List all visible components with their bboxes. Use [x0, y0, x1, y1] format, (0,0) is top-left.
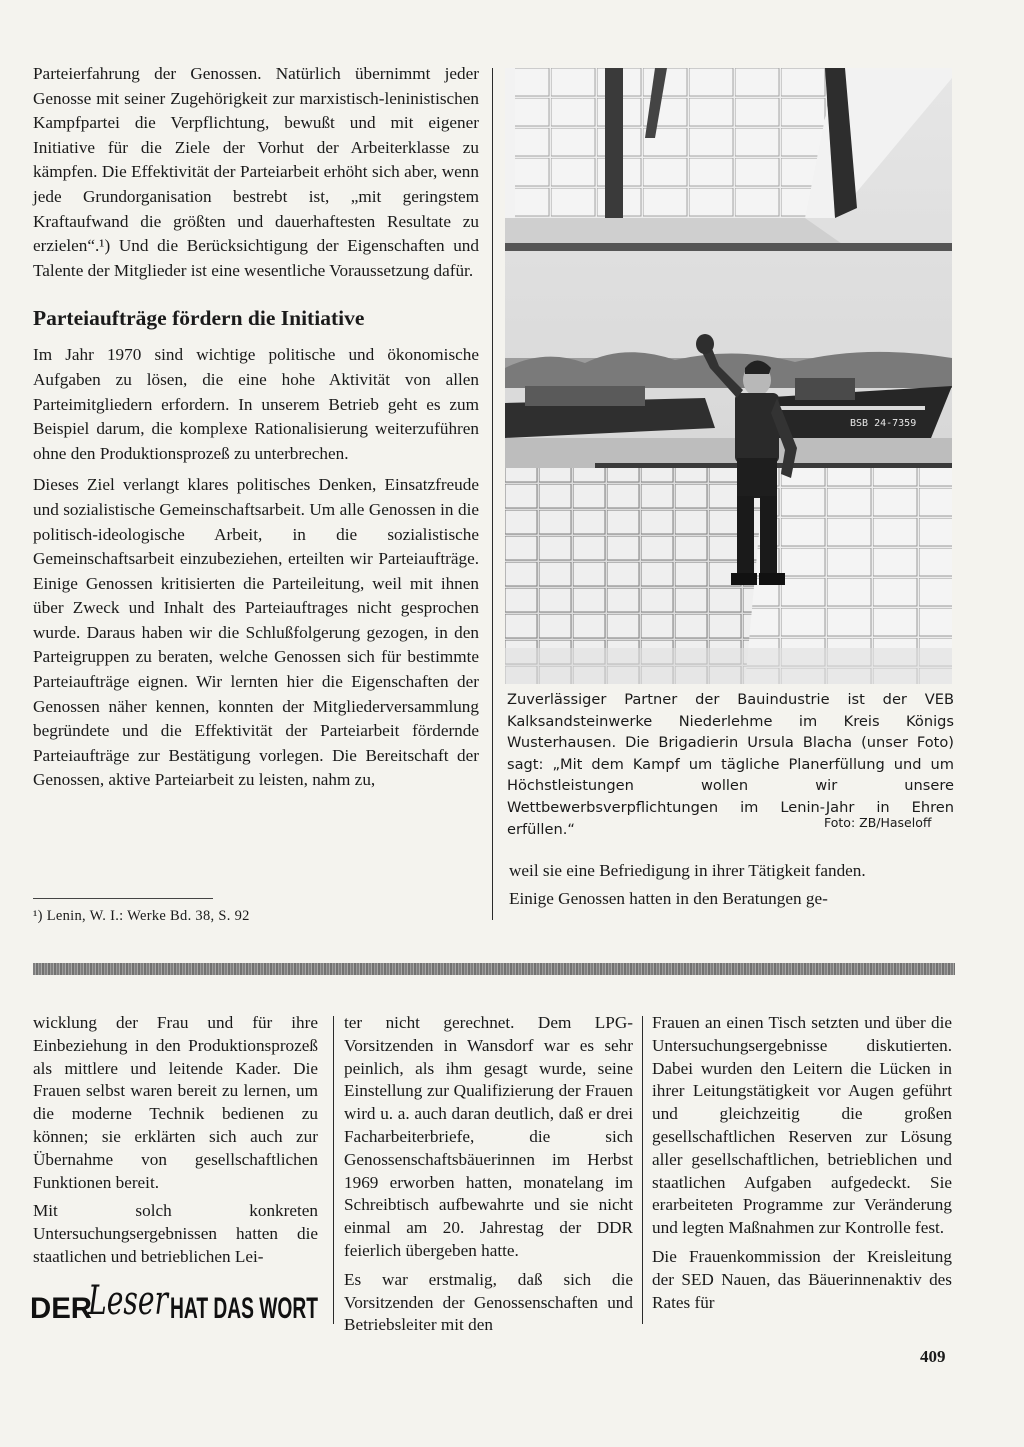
continuation-paragraph: Einige Genossen hatten in den Beratungen ge- [509, 889, 828, 908]
photo-credit: Foto: ZB/Haseloff [824, 815, 932, 830]
page-number: 409 [920, 1347, 946, 1366]
section-paragraph: Dieses Ziel verlangt klares politisches Denken, Einsatzfreude und sozialistische Gemeinschaftsarbeit. Um alle Genossen in die politisch-ideologische Arbeit, in die sozialistische Gemeinschaftsarbeit einzubeziehen, erteilten wir Parteiaufträge. Einige Genossen kritisierten die Parteileitung, weil mit ihnen über Zweck und Inhalt des Parteiauftrages nicht gesprochen wurde. Daraus haben wir die Schlußfolgerung gezogen, in den Parteigruppen zu beraten, welche Genossen sich für bestimmte Parteiaufträge eignen. Wir lernten hier die Eigenschaften der Genossen näher kennen, konnten der Mitgliederversammlung begründete und die Effektivität der Parteiarbeit fördernde Parteiaufträge zur Bestätigung vorlegen. Die Bereitschaft der Genossen, aktive Parteiarbeit zu leisten, nahm zu, [33, 475, 479, 790]
bottom-column-2 [344, 1012, 633, 1343]
bottom-column-1 [33, 1012, 318, 1275]
bottom-paragraph: Es war erstmalig, daß sich die Vorsitzenden der Genossenschaften und Betriebsleiter mit den [344, 1269, 633, 1335]
logo-words-hat-das-wort: HAT DAS WORT [170, 1292, 318, 1325]
continuation-paragraph: weil sie eine Befriedigung in ihrer Tätigkeit fanden. [509, 861, 866, 880]
bottom-paragraph: wicklung der Frau und für ihre Einbeziehung in den Produktionsprozeß als mittlere und leitende Kader. Die Frauen selbst waren bereit zu lernen, um die moderne Technik bedienen zu können; sie erklärten sich auch zur Übernahme von gesellschaftlichen Funktionen bereit. [33, 1013, 318, 1192]
photo-caption: Zuverlässiger Partner der Bauindustrie ist der VEB Kalksandsteinwerke Niederlehme im Kreis Königs Wusterhausen. Die Brigadierin Ursula Blacha (unser Foto) sagt: „Mit dem Kampf um tägliche Planerfüllung und um Höchstleistungen wollen wir unsere Wettbewerbsverpflichtungen im Lenin-Jahr in Ehren erfüllen.“ [507, 691, 954, 838]
column-divider [492, 68, 493, 920]
bottom-paragraph: Frauen an einen Tisch setzten und über die Untersuchungsergebnisse diskutierten. Dabei wurden den Leitern die Lücken in ihrer Leitungstätigkeit vor Augen geführt und gleichzeitig die großen gesellschaftlichen Reserven zur Lösung aller gesellschaftlichen, betrieblichen und staatlichen Aufgaben aufgedeckt. Sie erarbeiteten Programme zur Veränderung und legten Maßnahmen zur Kontrolle fest. [652, 1013, 952, 1238]
footnote: ¹) Lenin, W. I.: Werke Bd. 38, S. 92 [33, 908, 250, 924]
der-leser-hat-das-wort-logo [30, 1278, 320, 1326]
section-paragraph: Im Jahr 1970 sind wichtige politische und ökonomische Aufgaben zu lösen, die eine hohe Aktivität von allen Parteimitgliedern erfordern. In unserem Betrieb geht es zum Beispiel darum, die komplexe Rationalisierung weiterzuführen ohne den Produktionsprozeß zu unterbrechen. [33, 345, 479, 463]
photo-brick-worker [505, 68, 952, 684]
bottom-column-divider [642, 1016, 643, 1324]
bottom-column-3 [652, 1012, 952, 1320]
section-heading: Parteiaufträge fördern die Initiative [33, 306, 365, 331]
photo-illustration [505, 68, 952, 684]
bottom-column-divider [333, 1016, 334, 1324]
footnote-rule [33, 898, 213, 899]
logo-word-der: DER [30, 1292, 93, 1325]
bottom-paragraph: Die Frauenkommission der Kreisleitung der SED Nauen, das Bäuerinnenaktiv des Rates für [652, 1246, 952, 1312]
logo-word-leser: Leser [87, 1278, 171, 1324]
ship-registration-label: BSB 24-7359 [850, 418, 917, 429]
right-column-continuation [509, 858, 954, 914]
bottom-paragraph: Mit solch konkreten Untersuchungsergebnissen hatten die staatlichen und betrieblichen Lei- [33, 1201, 318, 1266]
section-separator-band [33, 963, 955, 975]
left-column [33, 62, 479, 800]
intro-paragraph: Parteierfahrung der Genossen. Natürlich übernimmt jeder Genosse mit seiner Zugehörigkeit zur marxistisch-leninistischen Kampfpartei die Verpflichtung, bewußt und mit eigener Initiative für die Ziele der Vorhut der Arbeiterklasse zu kämpfen. Die Effektivität der Parteiarbeit erhöht sich aber, wenn jede Grundorganisation bestrebt ist, „mit geringstem Kraftaufwand die größten und dauerhaftesten Resultate zu erzielen“.¹) Und die Berücksichtigung der Eigenschaften und Talente der Mitglieder ist eine wesentliche Voraussetzung dafür. [33, 64, 479, 280]
bottom-paragraph: ter nicht gerechnet. Dem LPG-Vorsitzenden in Wansdorf war es sehr peinlich, als ihm gesagt wurde, seine Einstellung zur Qualifizierung der Frauen wird u. a. auch daran deutlich, daß er drei Facharbeiterbriefe, die sich Genossenschaftsbäuerinnen im Herbst 1969 erworben hatten, monatelang im Schreibtisch aufbewahrte und sie nicht einmal am 20. Jahrestag der DDR feierlich übergeben hatte. [344, 1013, 633, 1260]
